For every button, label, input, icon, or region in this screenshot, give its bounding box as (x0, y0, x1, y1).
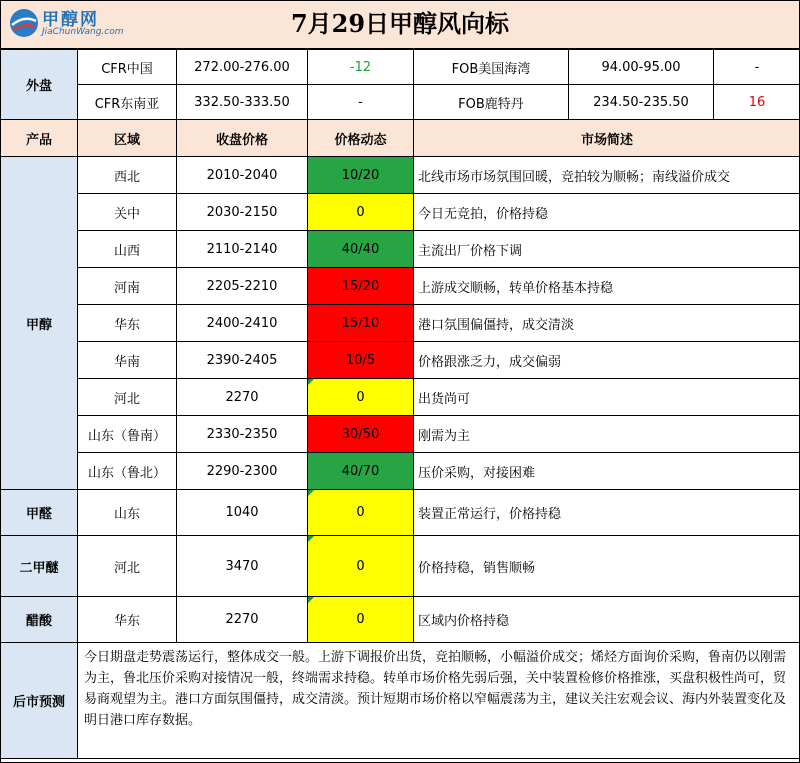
dynamic-cell: 10/20 (308, 157, 414, 194)
summary-cell: 主流出厂价格下调 (414, 231, 800, 268)
dynamic-cell: 15/10 (308, 305, 414, 342)
summary-cell: 价格持稳，销售顺畅 (414, 536, 800, 597)
logo-subtitle: JiaChunWang.com (42, 27, 124, 37)
price-cell: 2390-2405 (177, 342, 308, 379)
region-cell: 山东（鲁北） (78, 453, 177, 490)
region-cell: 山东 (78, 490, 177, 536)
external-market: FOB鹿特丹 (414, 85, 569, 120)
region-cell: 华东 (78, 597, 177, 643)
forecast-text: 今日期盘走势震荡运行，整体成交一般。上游下调报价出货，竞拍顺畅，小幅溢价成交；烯烃方面询价采购，鲁南仍以刚需为主，鲁北压价采购对接情况一般，终端需求持稳。转单市场价格先弱后强，关中装置检修价格推涨，买盘积极性尚可，贸易商观望为主。港口方面氛围僵持，成交清淡。预计短期市场价格以窄幅震荡为主，建议关注宏观会议、海内外装置变化及明日港口库存数据。 (78, 643, 800, 759)
price-cell: 2400-2410 (177, 305, 308, 342)
dynamic-cell: 0 (308, 490, 414, 536)
price-cell: 2330-2350 (177, 416, 308, 453)
dynamic-cell: 0 (308, 379, 414, 416)
region-cell: 山东（鲁南） (78, 416, 177, 453)
summary-cell: 北线市场市场氛围回暖，竞拍较为顺畅；南线溢价成交 (414, 157, 800, 194)
summary-cell: 港口氛围偏僵持，成交清淡 (414, 305, 800, 342)
external-change: - (308, 85, 414, 120)
dynamic-cell: 40/70 (308, 453, 414, 490)
col-close-price: 收盘价格 (177, 120, 308, 157)
region-cell: 华南 (78, 342, 177, 379)
summary-cell: 装置正常运行，价格持稳 (414, 490, 800, 536)
price-cell: 2205-2210 (177, 268, 308, 305)
dynamic-cell: 10/5 (308, 342, 414, 379)
external-change: - (714, 50, 800, 85)
price-cell: 2110-2140 (177, 231, 308, 268)
col-product: 产品 (1, 120, 78, 157)
price-cell: 2290-2300 (177, 453, 308, 490)
summary-cell: 价格跟涨乏力，成交偏弱 (414, 342, 800, 379)
summary-cell: 上游成交顺畅，转单价格基本持稳 (414, 268, 800, 305)
external-change: 16 (714, 85, 800, 120)
region-cell: 西北 (78, 157, 177, 194)
external-label: 外盘 (1, 50, 78, 120)
region-cell: 关中 (78, 194, 177, 231)
summary-cell: 出货尚可 (414, 379, 800, 416)
dynamic-cell: 15/20 (308, 268, 414, 305)
external-market: FOB美国海湾 (414, 50, 569, 85)
summary-cell: 压价采购，对接困难 (414, 453, 800, 490)
price-cell: 2270 (177, 597, 308, 643)
dynamic-cell: 30/50 (308, 416, 414, 453)
region-cell: 河北 (78, 536, 177, 597)
product-formaldehyde: 甲醛 (1, 490, 78, 536)
external-price: 234.50-235.50 (569, 85, 714, 120)
summary-cell: 刚需为主 (414, 416, 800, 453)
dynamic-cell: 0 (308, 597, 414, 643)
external-market: CFR中国 (78, 50, 177, 85)
price-cell: 2030-2150 (177, 194, 308, 231)
product-acetic-acid: 醋酸 (1, 597, 78, 643)
dynamic-cell: 0 (308, 194, 414, 231)
price-cell: 1040 (177, 490, 308, 536)
external-change: -12 (308, 50, 414, 85)
col-summary: 市场简述 (414, 120, 800, 157)
dynamic-cell: 0 (308, 536, 414, 597)
external-price: 332.50-333.50 (177, 85, 308, 120)
external-price: 94.00-95.00 (569, 50, 714, 85)
summary-cell: 区域内价格持稳 (414, 597, 800, 643)
logo-text: 甲醇网 (42, 10, 99, 30)
col-region: 区域 (78, 120, 177, 157)
price-cell: 2010-2040 (177, 157, 308, 194)
region-cell: 河南 (78, 268, 177, 305)
price-cell: 2270 (177, 379, 308, 416)
region-cell: 河北 (78, 379, 177, 416)
col-dynamics: 价格动态 (308, 120, 414, 157)
external-price: 272.00-276.00 (177, 50, 308, 85)
page-title: 7月29日甲醇风向标 (290, 9, 510, 38)
forecast-label: 后市预测 (1, 643, 78, 759)
region-cell: 华东 (78, 305, 177, 342)
region-cell: 山西 (78, 231, 177, 268)
summary-cell: 今日无竞拍，价格持稳 (414, 194, 800, 231)
external-market: CFR东南亚 (78, 85, 177, 120)
product-dme: 二甲醚 (1, 536, 78, 597)
dynamic-cell: 40/40 (308, 231, 414, 268)
product-methanol: 甲醇 (1, 157, 78, 490)
price-cell: 3470 (177, 536, 308, 597)
